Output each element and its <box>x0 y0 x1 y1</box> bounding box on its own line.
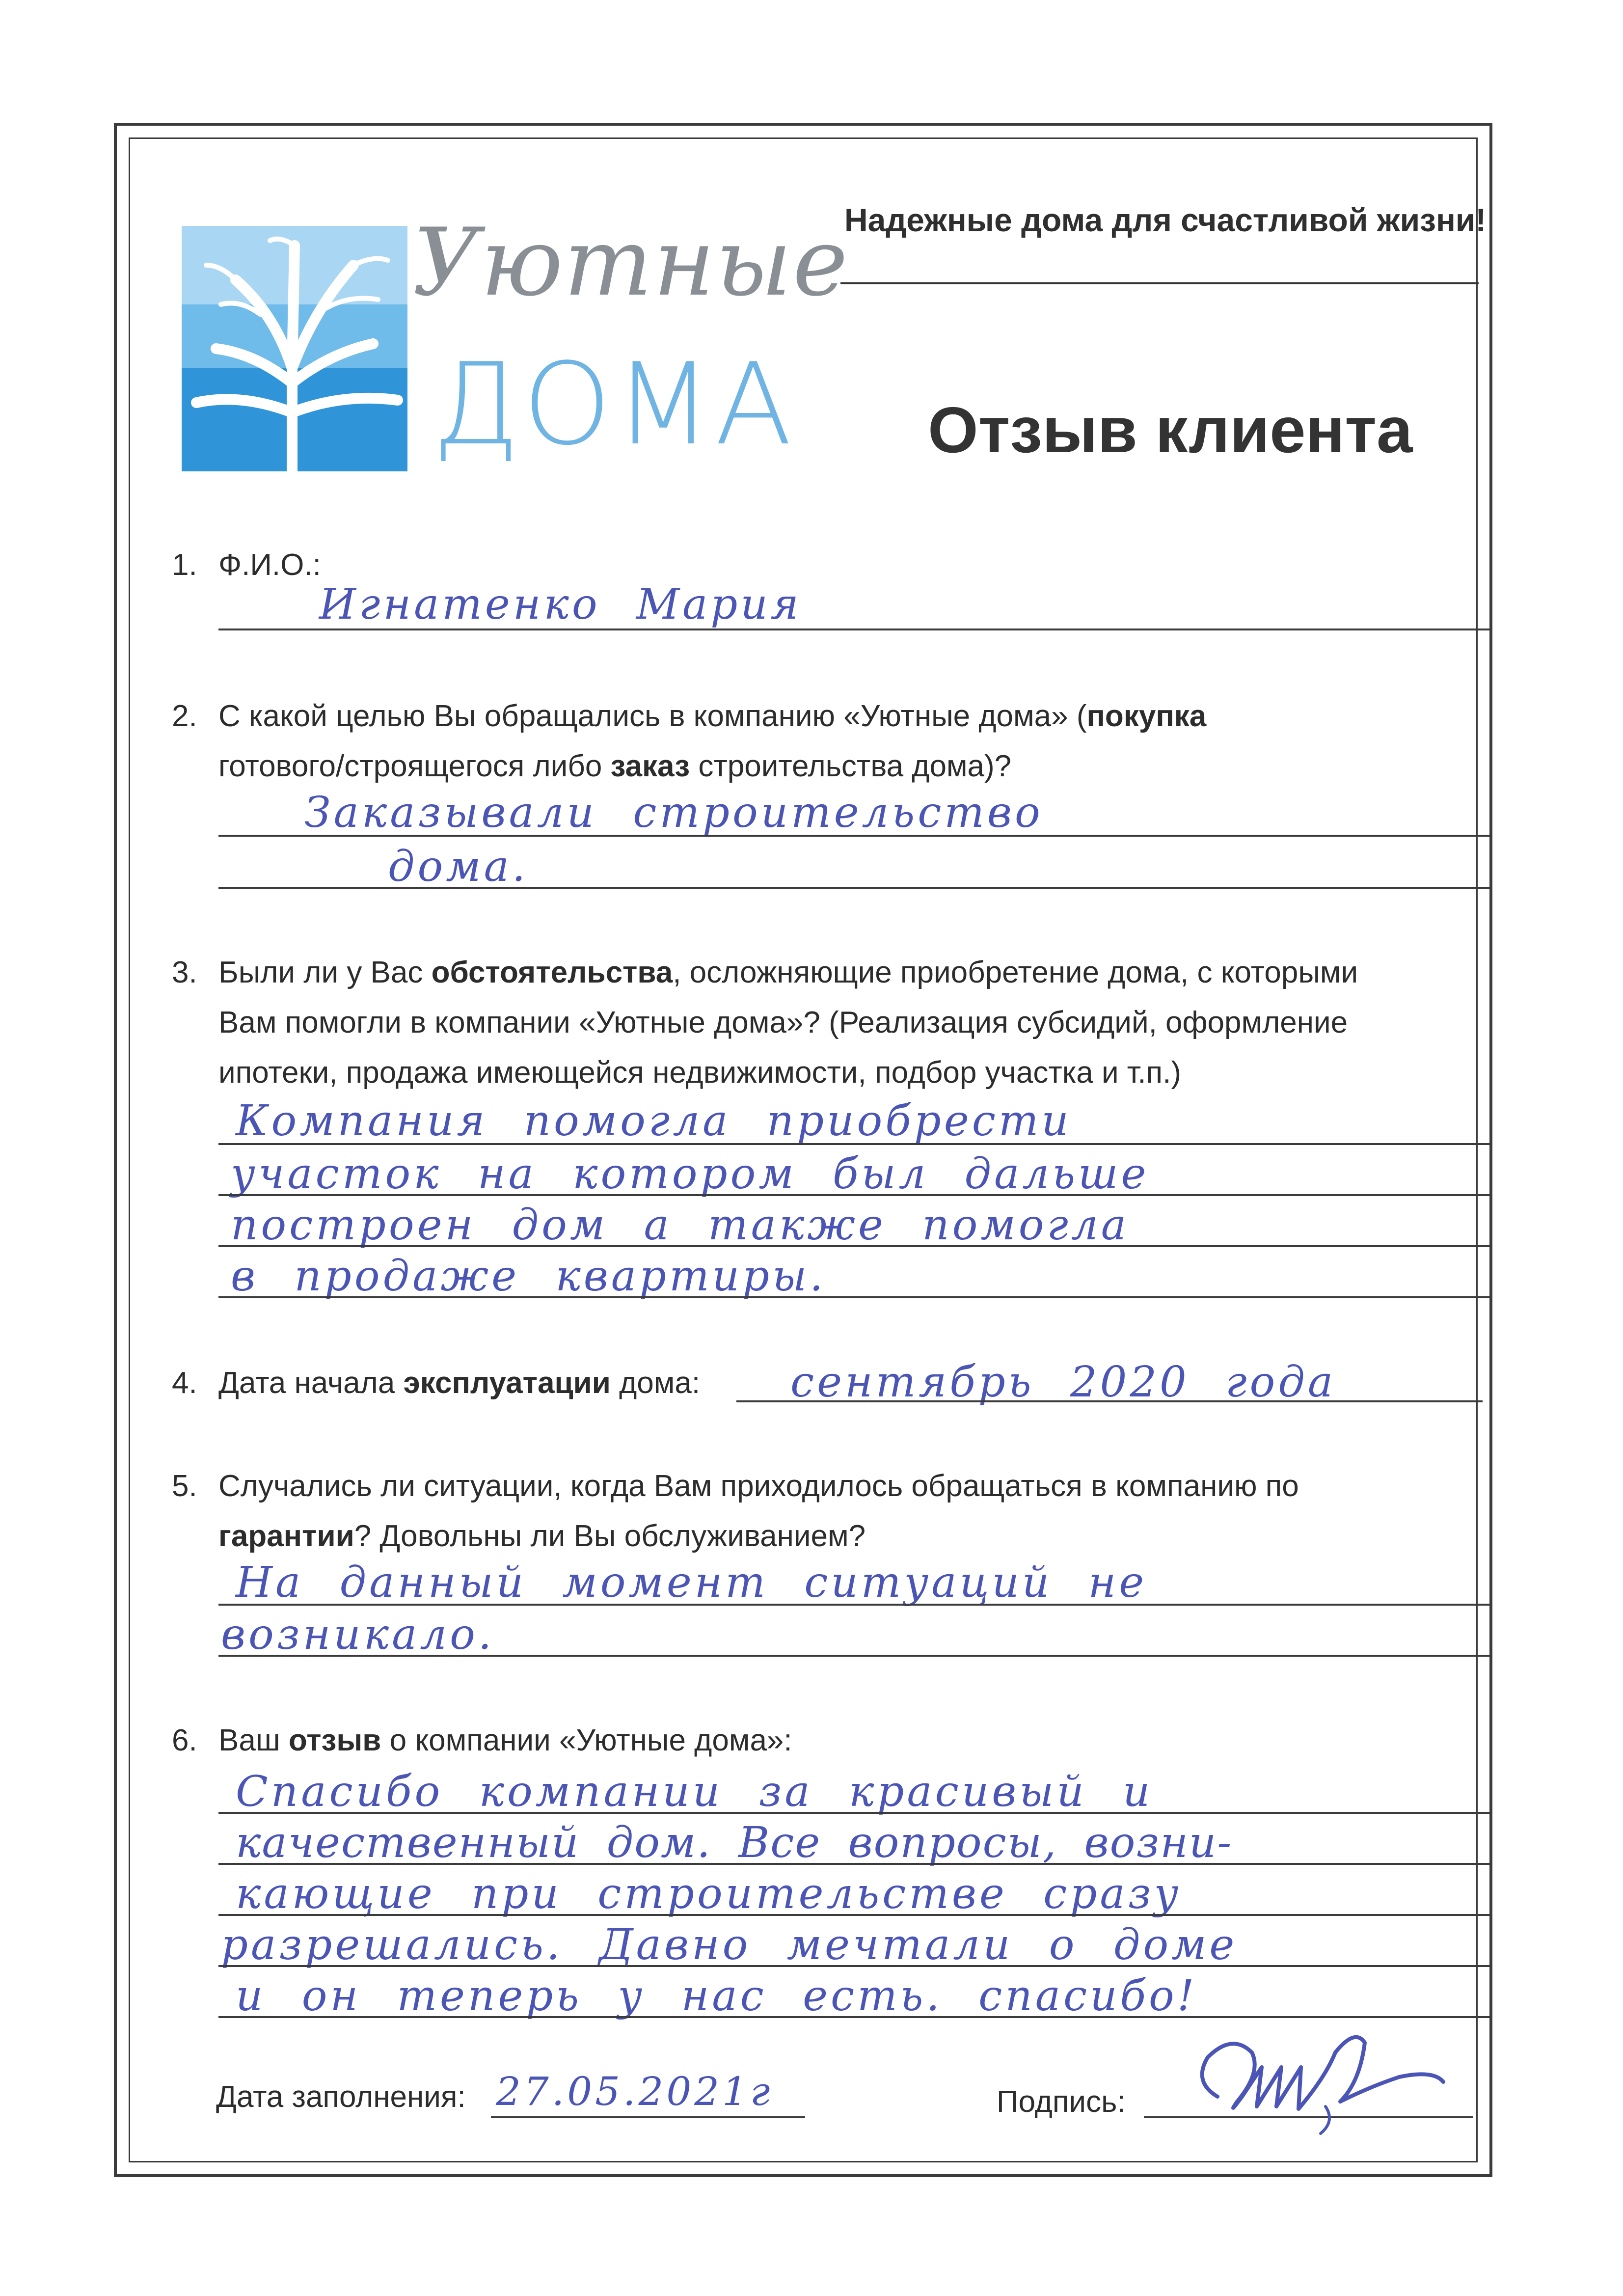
q2-answer-line2[interactable]: дома. <box>388 842 529 891</box>
q4-answer[interactable]: сентябрь 2020 года <box>790 1358 1336 1407</box>
q4-label: Дата начала эксплуатации дома: <box>218 1366 701 1400</box>
q3-answer-rule2 <box>218 1194 1490 1196</box>
q3-text-line3: ипотеки, продажа имеющейся недвижимости, подбор участка и т.п.) <box>218 1056 1181 1090</box>
q6-answer-rule1 <box>218 1812 1490 1814</box>
q6-answer-rule5 <box>218 2016 1490 2018</box>
logo-word-doma: ДОМА <box>432 339 795 470</box>
q3-answer-line2[interactable]: участок на котором был дальше <box>231 1149 1149 1199</box>
q3-text-line2: Вам помогли в компании «Уютные дома»? (Реализация субсидий, оформление <box>218 1006 1348 1039</box>
q3-answer-rule1 <box>218 1143 1490 1145</box>
q3-number: 3. <box>172 956 197 989</box>
q3-text-line1: Были ли у Вас обстоятельства, осложняющие приобретение дома, с которыми <box>218 956 1358 989</box>
q2-text-line2: готового/строящегося либо заказ строительства дома)? <box>218 749 1012 783</box>
q2-text-line1: С какой целью Вы обращались в компанию «Уютные дома» (покупка <box>218 699 1207 733</box>
q3-answer-rule4 <box>218 1296 1490 1298</box>
q6-answer-line2[interactable]: качественный дом. Все вопросы, возни- <box>236 1818 1233 1867</box>
q4-answer-line <box>736 1400 1483 1402</box>
q4-number: 4. <box>172 1366 197 1400</box>
q6-answer-line1[interactable]: Спасибо компании за красивый и <box>236 1767 1153 1816</box>
q6-answer-rule3 <box>218 1914 1490 1916</box>
q1-answer[interactable]: Игнатенко Мария <box>319 580 802 629</box>
logo-word-uyutnye: Уютные <box>412 208 849 317</box>
q3-answer-rule3 <box>218 1245 1490 1247</box>
fill-date-value[interactable]: 27.05.2021г <box>496 2069 773 2114</box>
slogan-underline <box>840 282 1479 284</box>
q6-number: 6. <box>172 1723 197 1757</box>
q2-answer-line1[interactable]: Заказывали строительство <box>304 788 1043 837</box>
q3-answer-line3[interactable]: построен дом а также помогла <box>231 1201 1130 1250</box>
q5-number: 5. <box>172 1469 197 1503</box>
q6-answer-line5[interactable]: и он теперь у нас есть. спасибо! <box>236 1971 1197 2021</box>
q3-answer-line4[interactable]: в продаже квартиры. <box>231 1252 826 1301</box>
signature-label: Подпись: <box>997 2085 1126 2119</box>
q6-answer-line3[interactable]: кающие при строительстве сразу <box>236 1869 1182 1918</box>
fill-date-label: Дата заполнения: <box>216 2080 466 2114</box>
q1-number: 1. <box>172 548 197 582</box>
q2-answer-rule2 <box>218 887 1490 889</box>
q6-answer-rule2 <box>218 1863 1490 1865</box>
q5-answer-line2[interactable]: возникало. <box>221 1610 495 1659</box>
q5-answer-line1[interactable]: На данный момент ситуаций не <box>236 1558 1147 1607</box>
q6-answer-line4[interactable]: разрешались. Давно мечтали о доме <box>221 1920 1238 1969</box>
form-title: Отзыв клиента <box>928 394 1413 466</box>
q1-answer-line <box>218 629 1490 630</box>
q6-label: Ваш отзыв о компании «Уютные дома»: <box>218 1723 792 1757</box>
q5-answer-rule2 <box>218 1655 1490 1657</box>
q2-answer-rule1 <box>218 835 1490 837</box>
fill-date-line <box>491 2116 805 2118</box>
q5-text-line2: гарантии? Довольны ли Вы обслуживанием? <box>218 1519 866 1553</box>
q3-answer-line1[interactable]: Компания помогла приобрести <box>236 1096 1072 1146</box>
signature-icon <box>1178 2023 1453 2136</box>
q2-number: 2. <box>172 699 197 733</box>
q1-label: Ф.И.О.: <box>218 548 321 582</box>
slogan: Надежные дома для счастливой жизни! <box>844 202 1487 238</box>
q5-text-line1: Случались ли ситуации, когда Вам приходилось обращаться в компанию по <box>218 1469 1299 1503</box>
q5-answer-rule1 <box>218 1604 1490 1606</box>
q6-answer-rule4 <box>218 1965 1490 1967</box>
